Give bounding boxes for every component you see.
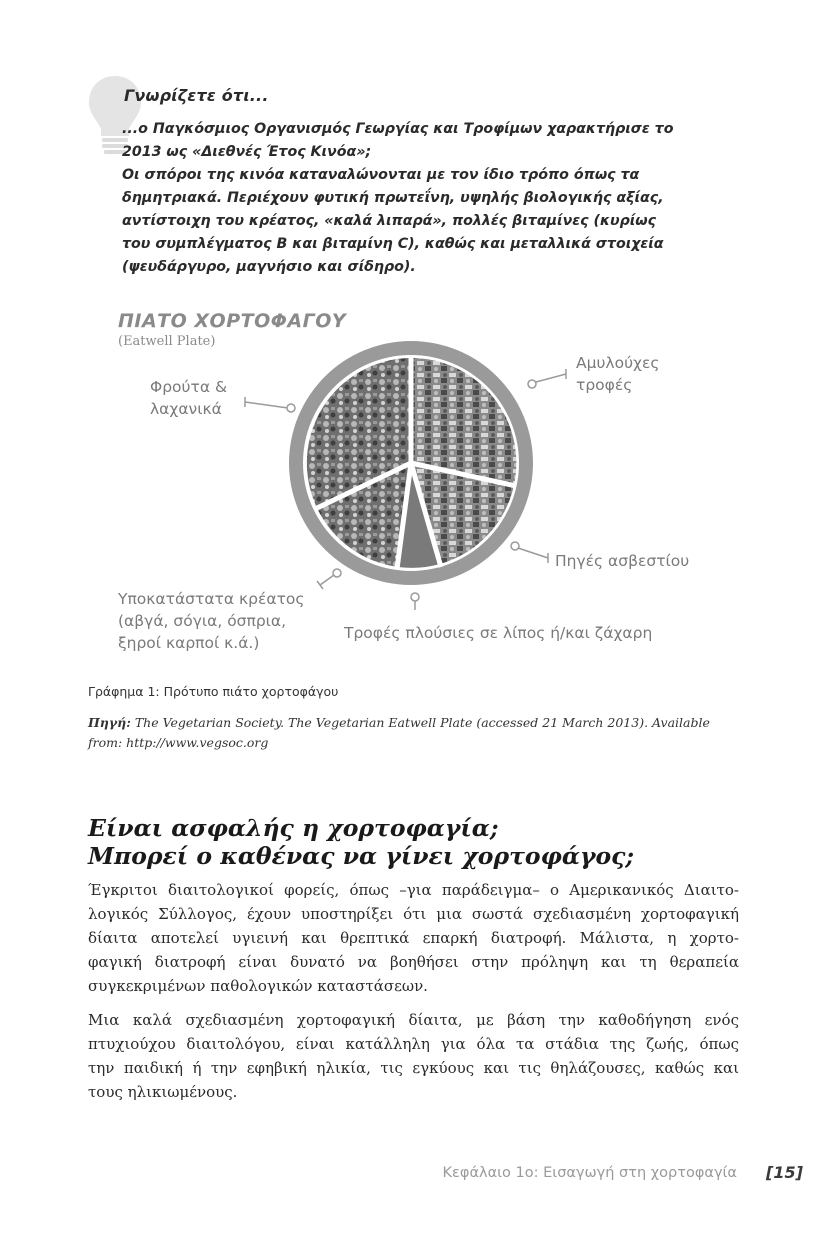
paragraph-line: Έγκριτοι διαιτολογικοί φορείς, όπως –για παράδειγμα– ο Αμερικανικός Διαιτο- [88, 881, 739, 899]
did-you-know-text [122, 118, 742, 279]
label-line: Υποκατάστατα κρέατος [118, 590, 305, 608]
paragraph-line: συγκεκριμένων παθολογικών καταστάσεων. [88, 977, 428, 995]
did-you-know-line: ...ο Παγκόσμιος Οργανισμός Γεωργίας και Τροφίμων χαρακτήρισε το [122, 121, 674, 137]
label-line: Αμυλούχες [576, 354, 660, 372]
plate-subtitle: (Eatwell Plate) [118, 334, 216, 349]
did-you-know-line: του συμπλέγματος Β και βιταμίνη C), καθώς και μεταλλικά στοιχεία [122, 236, 664, 252]
label-fat-sugar: Τροφές πλούσιες σε λίπος ή/και ζάχαρη [344, 624, 653, 642]
source-text: The Vegetarian Society. The Vegetarian Eatwell Plate (accessed 21 March 2013). Available from: http://www.vegsoc.org [88, 715, 710, 750]
source-label: Πηγή: [88, 715, 131, 730]
heading-line: Είναι ασφαλής η χορτοφαγία; [88, 814, 499, 842]
paragraph-line: δίαιτα αποτελεί υγιεινή και θρεπτικά επαρκή διατροφή. Μάλιστα, η χορτο- [88, 929, 739, 947]
did-you-know-line: (ψευδάργυρο, μαγνήσιο και σίδηρο). [122, 259, 416, 275]
label-starchy-foods [576, 352, 660, 396]
paragraph-line: φαγική διατροφή είναι δυνατό να βοηθήσει στην πρόληψη και τη θεραπεία [88, 953, 739, 971]
figure-source [88, 713, 743, 753]
label-line: τροφές [576, 376, 633, 394]
label-line: ξηροί καρποί κ.ά.) [118, 634, 260, 652]
heading-line: Μπορεί ο καθένας να γίνει χορτοφάγος; [88, 842, 635, 870]
plate-title: ΠΙΑΤΟ ΧΟΡΤΟΦΑΓΟΥ [118, 310, 347, 332]
did-you-know-line: αντίστοιχη του κρέατος, «καλά λιπαρά», πολλές βιταμίνες (κυρίως [122, 213, 657, 229]
paragraph-line: πτυχιούχου διαιτολόγου, είναι κατάλληλη για όλα τα στάδια της ζωής, όπως [88, 1035, 739, 1053]
page-number: [15] [766, 1163, 803, 1182]
did-you-know-line: δημητριακά. Περιέχουν φυτική πρωτεΐνη, υψηλής βιολογικής αξίας, [122, 190, 664, 206]
paragraph-line: την παιδική ή την εφηβική ηλικία, τις εγκύους και τις θηλάζουσες, καθώς και [88, 1059, 739, 1077]
paragraph-line: λογικός Σύλλογος, έχουν υποστηρίξει ότι μια σωστά σχεδιασμένη χορτοφαγική [88, 905, 739, 923]
section-heading [88, 814, 634, 870]
did-you-know-title: Γνωρίζετε ότι... [124, 86, 269, 105]
did-you-know-line: Οι σπόροι της κινόα καταναλώνονται με τον ίδιο τρόπο όπως τα [122, 167, 640, 183]
paragraph-1 [88, 878, 739, 998]
label-line: λαχανικά [150, 400, 222, 418]
label-calcium-sources: Πηγές ασβεστίου [555, 552, 690, 570]
chapter-footer: Κεφάλαιο 1ο: Εισαγωγή στη χορτοφαγία [442, 1165, 737, 1181]
paragraph-line: Μια καλά σχεδιασμένη χορτοφαγική δίαιτα, με βάση την καθοδήγηση ενός [88, 1011, 739, 1029]
figure-caption: Γράφημα 1: Πρότυπο πιάτο χορτοφάγου [88, 684, 339, 699]
label-line: Φρούτα & [150, 378, 228, 396]
label-meat-alternatives [118, 588, 305, 654]
label-fruits-vegetables [150, 376, 227, 420]
eatwell-plate-illustration [230, 320, 570, 610]
paragraph-2 [88, 1008, 739, 1104]
did-you-know-line: 2013 ως «Διεθνές Έτος Κινόα»; [122, 144, 372, 160]
paragraph-line: τους ηλικιωμένους. [88, 1083, 238, 1101]
label-line: (αβγά, σόγια, όσπρια, [118, 612, 287, 630]
